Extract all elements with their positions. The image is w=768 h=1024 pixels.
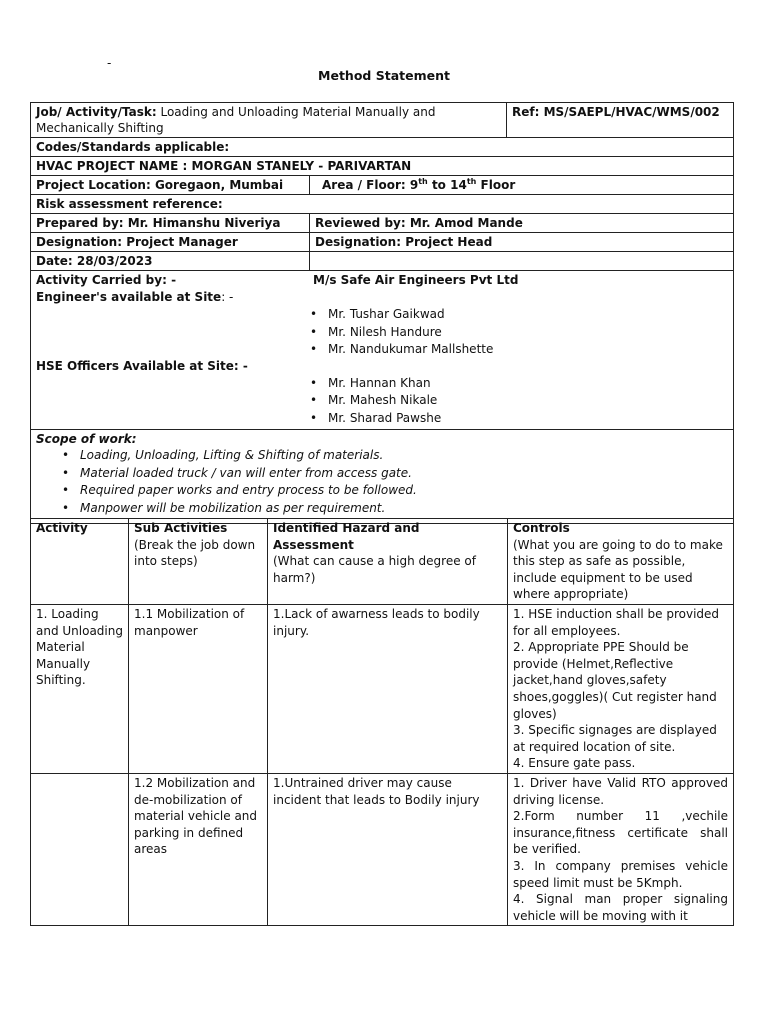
activity-table (30, 518, 734, 926)
risk-assessment-cell: Risk assessment reference: (31, 195, 734, 214)
date-cell: Date: 28/03/2023 (31, 252, 310, 271)
controls-cell (508, 773, 734, 925)
hse-officer-item: • Mr. Hannan Khan (310, 375, 728, 393)
scope-item: • Manpower will be mobilization as per requirement. (62, 500, 728, 518)
table-row (31, 605, 734, 774)
reviewed-by-cell: Reviewed by: Mr. Amod Mande (310, 214, 734, 233)
sub-activities-title: Sub Activities (134, 521, 228, 535)
area-post: Floor (476, 178, 516, 192)
controls-cell (508, 605, 734, 774)
designation-left-cell: Designation: Project Manager (31, 233, 310, 252)
job-label: Job/ Activity/Task: (36, 105, 157, 119)
hazard-title: Identified Hazard and Assessment (273, 521, 420, 552)
activity-header: Activity (31, 519, 129, 605)
scope-item: • Required paper works and entry process to be followed. (62, 482, 728, 500)
date-empty-cell (310, 252, 734, 271)
document-title: Method Statement (318, 68, 450, 83)
scope-label: Scope of work: (36, 432, 137, 446)
controls-title: Controls (513, 521, 570, 535)
scope-item: • Loading, Unloading, Lifting & Shifting of materials. (62, 447, 728, 465)
designation-right-cell: Designation: Project Head (310, 233, 734, 252)
engineer-item: • Mr. Nilesh Handure (310, 324, 728, 342)
engineers-suffix: : - (221, 290, 234, 304)
activity-cell: 1. Loading and Unloading Material Manually Shifting. (31, 605, 129, 774)
scope-item: • Material loaded truck / van will enter from access gate. (62, 465, 728, 483)
area-mid: to 14 (427, 178, 467, 192)
control-item: 3. Specific signages are displayed at required location of site. (513, 723, 717, 754)
area-sup-1: th (418, 177, 428, 186)
control-item: 1. HSE induction shall be provided for all employees. (513, 607, 720, 638)
project-location-cell: Project Location: Goregaon, Mumbai (31, 176, 310, 195)
control-item: 4. Ensure gate pass. (513, 756, 636, 771)
engineer-item: • Mr. Nandukumar Mallshette (310, 341, 728, 359)
header-dash: - (107, 56, 112, 70)
table-row (31, 773, 734, 925)
company-name: M/s Safe Air Engineers Pvt Ltd (313, 273, 519, 287)
codes-cell: Codes/Standards applicable: (31, 138, 734, 157)
hse-officer-item: • Mr. Mahesh Nikale (310, 392, 728, 410)
scope-cell (31, 430, 734, 524)
sub-activity-cell: 1.1 Mobilization of manpower (129, 605, 268, 774)
control-item: 1. Driver have Valid RTO approved driving license. (513, 775, 728, 807)
hse-officers-list (36, 375, 728, 428)
scope-list (36, 447, 728, 517)
controls-note: (What you are going to do to make this step as safe as possible, include equipment to be used where appropriate) (513, 537, 723, 602)
control-item: 2.Form number 11 ,vechile insurance,fitness certificate shall be verified. (513, 809, 728, 857)
job-cell (31, 103, 507, 138)
reference-cell: Ref: MS/SAEPL/HVAC/WMS/002 (507, 103, 734, 138)
control-item: 4. Signal man proper signaling vehicle will be moving with it (513, 892, 728, 923)
engineer-item: • Mr. Tushar Gaikwad (310, 306, 728, 324)
sub-activities-header (129, 519, 268, 605)
hse-officers-label: HSE Officers Available at Site: - (36, 358, 248, 373)
control-item: 3. In company premises vehicle speed limit must be 5Kmph. (513, 858, 728, 890)
controls-header (508, 519, 734, 605)
hse-officer-item: • Mr. Sharad Pawshe (310, 410, 728, 428)
project-info-table (30, 102, 734, 524)
personnel-cell (31, 271, 734, 430)
activity-header-row (31, 519, 734, 605)
area-sup-2: th (466, 177, 477, 186)
project-name-cell: HVAC PROJECT NAME : MORGAN STANELY - PARIVARTAN (31, 157, 734, 176)
engineers-label: Engineer's available at Site (36, 290, 222, 304)
control-item: 2. Appropriate PPE Should be provide (Helmet,Reflective jacket,hand gloves,safety shoes,goggles)( Cut register hand gloves) (513, 640, 717, 721)
hazard-cell: 1.Lack of awarness leads to bodily injury. (268, 605, 508, 774)
area-floor-cell (310, 176, 734, 195)
prepared-by-cell: Prepared by: Mr. Himanshu Niveriya (31, 214, 310, 233)
hazard-header (268, 519, 508, 605)
area-text: Area / Floor: 9 (322, 178, 419, 192)
hazard-note: (What can cause a high degree of harm?) (273, 554, 476, 585)
sub-activity-cell: 1.2 Mobilization and de-mobilization of material vehicle and parking in defined areas (129, 773, 268, 925)
location-row (31, 176, 734, 195)
engineers-list (36, 306, 728, 359)
hazard-cell: 1.Untrained driver may cause incident that leads to Bodily injury (268, 773, 508, 925)
sub-activities-note: (Break the job down into steps) (134, 537, 256, 569)
activity-carried-label: Activity Carried by: - (36, 273, 177, 287)
job-row (31, 103, 734, 138)
activity-cell (31, 773, 129, 925)
job-value: Loading and Unloading Material Manually and Mechanically Shifting (36, 105, 436, 135)
